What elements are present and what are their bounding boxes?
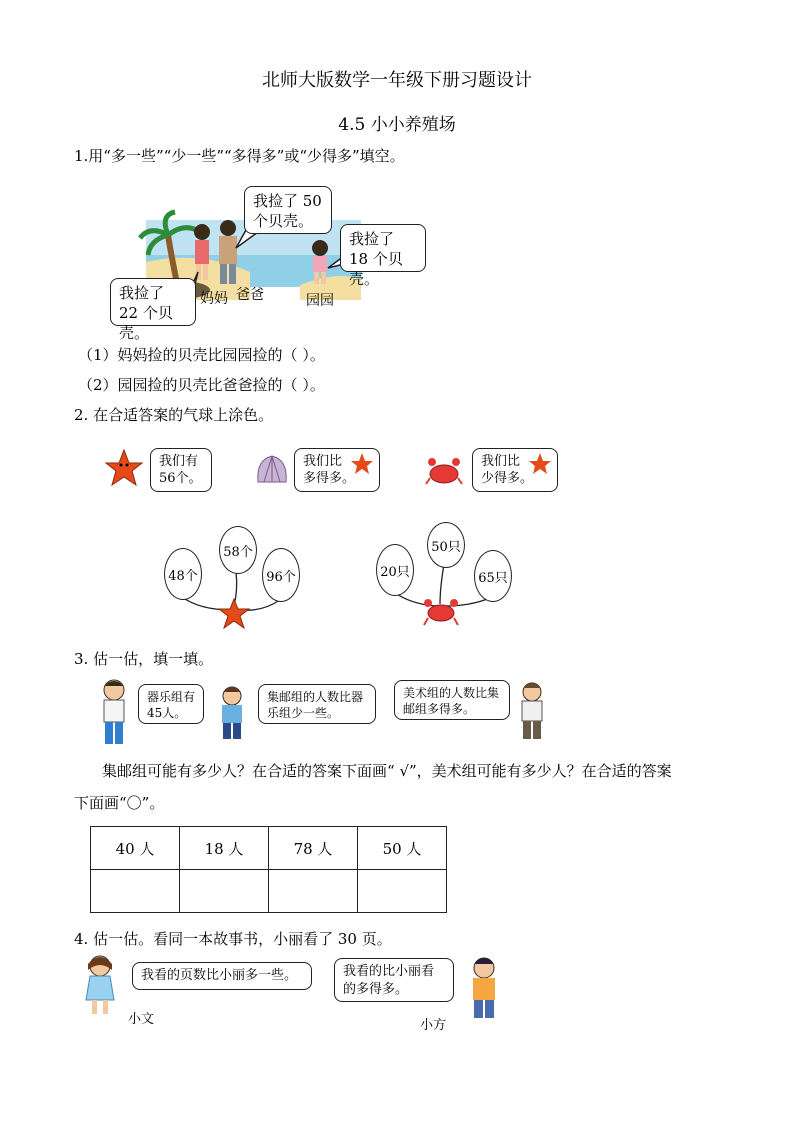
answer-cell-3[interactable] bbox=[269, 870, 358, 913]
table-header-cell: 40 人 bbox=[91, 827, 180, 870]
balloon-left-2[interactable]: 58个 bbox=[219, 526, 257, 574]
speech-xiaowen: 我看的页数比小丽多一些。 bbox=[132, 962, 312, 990]
q3-instruction-line1: 集邮组可能有多少人？在合适的答案下面画“ √”，美术组可能有多少人？在合适的答案 bbox=[102, 762, 672, 780]
speech-stamp-group: 集邮组的人数比器乐组少一些。 bbox=[258, 684, 376, 724]
q2-prompt: 2. 在合适答案的气球上涂色。 bbox=[74, 406, 274, 424]
q3-instruction-line2: 下面画“〇”。 bbox=[74, 794, 165, 812]
table-header-cell: 18 人 bbox=[180, 827, 269, 870]
answer-cell-2[interactable] bbox=[180, 870, 269, 913]
balloon-right-3[interactable]: 65只 bbox=[474, 550, 512, 602]
table-header-cell: 50 人 bbox=[358, 827, 447, 870]
balloon-right-2[interactable]: 50只 bbox=[427, 522, 465, 568]
speech-starfish-line1: 我们有 bbox=[159, 454, 199, 469]
answer-table bbox=[90, 826, 447, 913]
page-title: 北师大版数学一年级下册习题设计 bbox=[262, 70, 532, 91]
speech-starfish-line2: 56个。 bbox=[159, 471, 202, 486]
q1-prompt: 1.用“多一些”“少一些”“多得多”或“少得多”填空。 bbox=[74, 147, 405, 165]
name-xiaofang: 小方 bbox=[420, 1018, 447, 1033]
q1-sub1: （1）妈妈捡的贝壳比园园捡的（ ）。 bbox=[78, 346, 325, 364]
name-yuanyuan: 园园 bbox=[306, 293, 334, 309]
speech-crab-line1: 我们比 bbox=[481, 454, 521, 469]
name-mom: 妈妈 bbox=[200, 291, 228, 307]
answer-cell-1[interactable] bbox=[91, 870, 180, 913]
speech-band-group: 器乐组有45人。 bbox=[138, 684, 204, 724]
balloon-left-1[interactable]: 48个 bbox=[164, 548, 202, 600]
speech-art-group: 美术组的人数比集邮组多得多。 bbox=[394, 680, 510, 720]
balloon-left-3[interactable]: 96个 bbox=[262, 548, 300, 602]
speech-yuanyuan: 我捡了 18 个贝壳。 bbox=[340, 224, 426, 272]
table-header-row bbox=[91, 827, 447, 870]
speech-shell-line2: 多得多。 bbox=[303, 471, 356, 486]
name-dad: 爸爸 bbox=[236, 287, 264, 303]
balloon-right-1[interactable]: 20只 bbox=[376, 544, 414, 596]
speech-shell-line1: 我们比 bbox=[303, 454, 343, 469]
speech-crab-line2: 少得多。 bbox=[481, 471, 534, 486]
section-title: 4.5 小小养殖场 bbox=[338, 115, 456, 135]
name-xiaowen: 小文 bbox=[128, 1012, 155, 1027]
table-header-cell: 78 人 bbox=[269, 827, 358, 870]
answer-cell-4[interactable] bbox=[358, 870, 447, 913]
speech-xiaofang: 我看的比小丽看的多得多。 bbox=[334, 958, 454, 1002]
q1-sub2: （2）园园捡的贝壳比爸爸捡的（ ）。 bbox=[78, 376, 325, 394]
q4-prompt: 4. 估一估。看同一本故事书，小丽看了 30 页。 bbox=[74, 930, 392, 948]
speech-mom: 我捡了 22 个贝壳。 bbox=[110, 278, 196, 326]
speech-dad: 我捡了 50 个贝壳。 bbox=[244, 186, 332, 234]
q3-prompt: 3. 估一估，填一填。 bbox=[74, 650, 214, 668]
table-answer-row bbox=[91, 870, 447, 913]
